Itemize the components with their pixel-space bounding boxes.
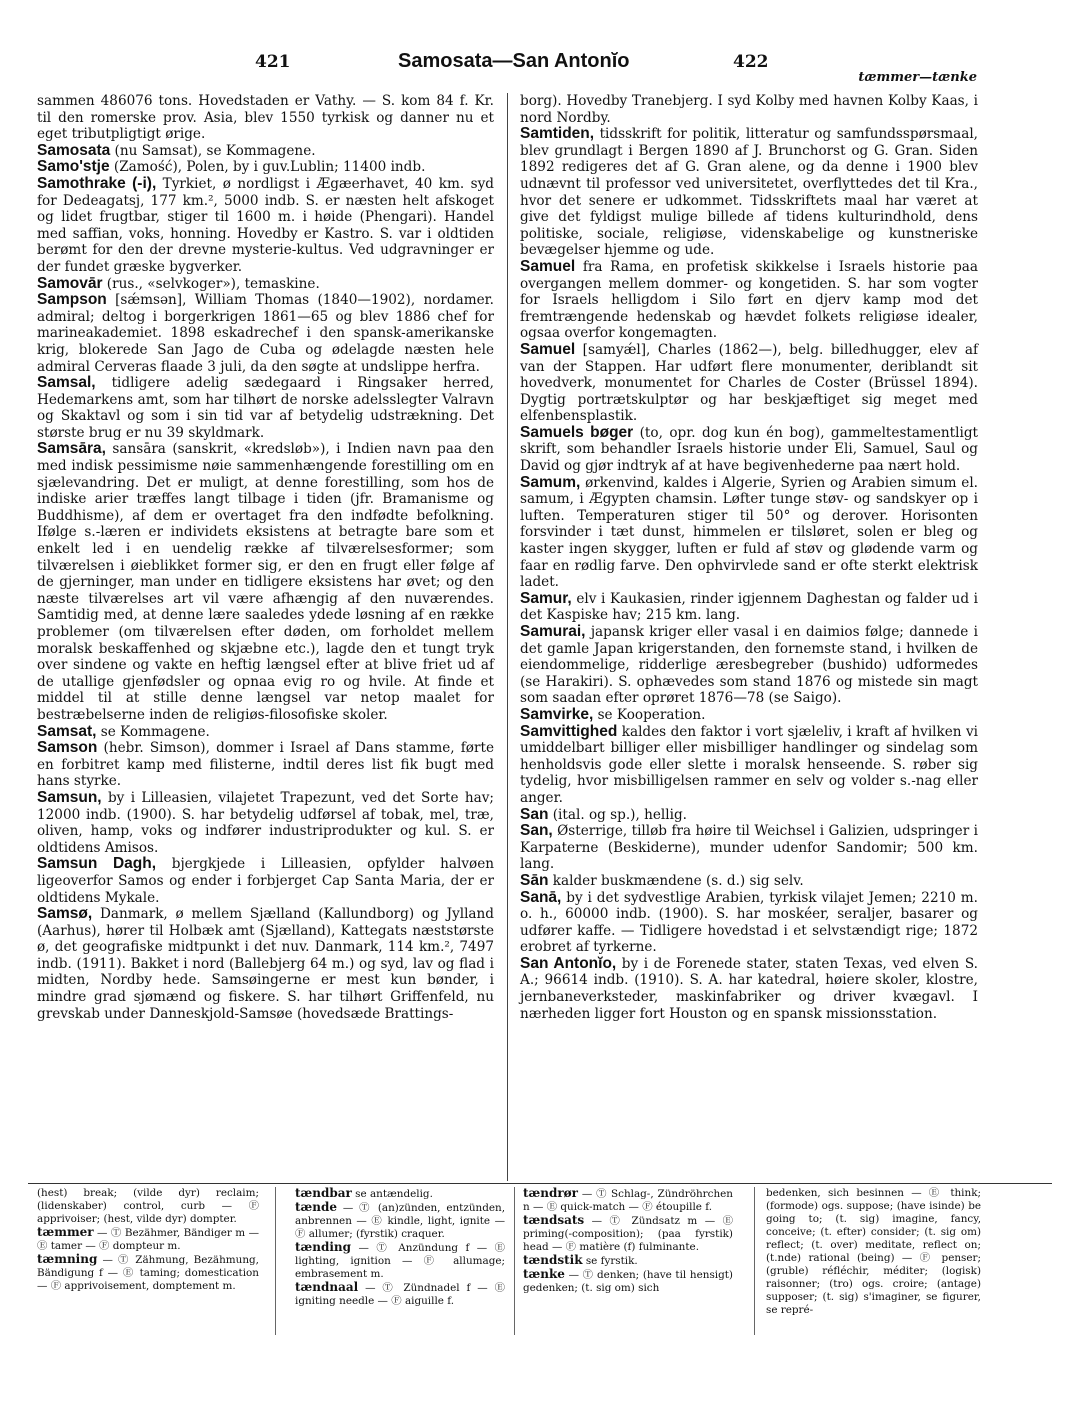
- entry-headword: tæmning: [37, 1252, 98, 1266]
- dictionary-entry: [520, 259, 978, 342]
- entry-text: fra Rama, en profetisk skikkelse i Israels historie paa overgangen mellem dommer- og kongetiden. S. har som vogter for Israels helligdom i Silo ført en djerv kamp mod det fremtrængende hedenskab og hævdet folkets religiøse idealer, ogsaa overfor kongemagten.: [520, 258, 978, 342]
- dictionary-entry: [37, 856, 494, 906]
- dictionary-entry: [520, 624, 978, 707]
- entry-text: — Ⓣ Anzündung f — Ⓔ lighting, ignition — Ⓕ allumage; embrasement m.: [295, 1242, 505, 1280]
- entry-text: elv i Kaukasien, rinder igjennem Daghestan og falder ud i det Kaspiske hav; 215 km. lang.: [520, 590, 978, 624]
- glossary-column-1: [37, 1187, 259, 1293]
- dictionary-entry: [520, 342, 978, 425]
- entry-text: Østerrige, tilløb fra høire til Weichsel i Galizien, udspringer i Karpaterne (Beskiderne), munder udenfor Sandomir; 500 km. lang.: [520, 823, 978, 873]
- entry-headword: Samuel: [520, 340, 576, 358]
- entry-headword: tændrør: [523, 1186, 579, 1200]
- entry-text: (hest) break; (vilde dyr) reclaim; (lidenskaber) control, curb — Ⓕ apprivoiser; (hest, vilde dyr) dompter.: [37, 1187, 259, 1225]
- right-column: [520, 93, 978, 1022]
- dictionary-entry: [295, 1201, 505, 1241]
- dictionary-entry: [523, 1268, 733, 1295]
- entry-text: kalder buskmændene (s. d.) sig selv.: [548, 872, 804, 889]
- entry-headword: Samuel: [520, 257, 576, 275]
- translation-running-head: tæmmer—tænke: [858, 70, 977, 85]
- entry-text: — Ⓣ Zündsatz m — Ⓔ priming(-composition); (paa fyrstik) head — Ⓕ matière (f) fulminante.: [523, 1215, 733, 1253]
- dictionary-entry: [520, 890, 978, 956]
- dictionary-entry: [37, 375, 494, 441]
- entry-text: sansāra (sanskrit, «kredsløb»), i Indien navn paa den med indisk pessimisme nøie sammenhængende forestilling om en sjælevandring. Det er muligt, at denne forestilling, som hos de indiske arier træffes langt tilbage i tiden (jfr. Bramanisme og Buddhisme), af dem er overtaget fra den indfødte befolkning. Ifølge s.-læren er individets eksistens at betragte bare som et enkelt led i en uendelig række af tilværelsesformer; som tilværelsen i øieblikket former sig, er den en frugt eller følge af de gjerninger, man under en tidligere eksistens har øvet; og den næste tilværelses art vil være afhængig af den nuværendes. Samtidig med, at denne lære saaledes ydede løsning af en række problemer (om tilværelsen efter døden, om forholdet mellem moralsk beskaffenhed og skjæbne etc.), lagde den et tungt tryk over sindene og vakte en heftig længsel efter at blive friet ud af de utallige gjenfødsler og opnaa evig ro og hvile. At finde et middel til at stille denne længsel var netop maalet for bestræbelserne inden de religiøs-filosofiske skoler.: [37, 441, 494, 723]
- entry-text: — Ⓣ Zähmung, Bezähmung, Bändigung f — Ⓔ taming; domestication — Ⓕ apprivoisement, domptement m.: [37, 1254, 259, 1292]
- glossary-column-3: [523, 1187, 733, 1295]
- glossary-divider: [275, 1187, 276, 1335]
- entry-headword: Samuels bøger: [520, 423, 634, 441]
- entry-headword: San Antonĭo,: [520, 954, 617, 972]
- entry-text: by i det sydvestlige Arabien, tyrkisk vilajet Jemen; 2210 m. o. h., 60000 indb. (1900). S. har moskéer, seraljer, basarer og udfører kaffe. — Tidligere hovedstad i et selvstændigt rige; 1872 erobret af tyrkerne.: [520, 889, 978, 956]
- dictionary-entry: [295, 1187, 505, 1201]
- dictionary-entry: [520, 956, 978, 1022]
- entry-text: tidsskrift for politik, litteratur og samfundsspørsmaal, blev grundlagt i Bergen 1890 af J. Brunchorst og G. Gran. Siden 1892 redigeres det af G. Gran alene, og da denne i 1900 blev udnævnt til professor ved universitetet, overflyttedes det til Kra., hvor det senere er udkommet. Tidsskriftets maal har været at give det fyldigst mulige billede af tidens kulturindhold, dens politiske, sociale, religiøse, videnskabelige og kunstneriske bevægelser hjemme og ude.: [520, 126, 978, 259]
- dictionary-entry: [523, 1214, 733, 1254]
- entry-headword: Samo'stje: [37, 158, 110, 176]
- entry-headword: Samur,: [520, 589, 572, 607]
- dictionary-entry: [520, 126, 978, 259]
- glossary-divider: [754, 1187, 755, 1335]
- dictionary-entry: [520, 425, 978, 475]
- dictionary-entry: [766, 1187, 981, 1317]
- dictionary-entry: [37, 176, 494, 276]
- entry-headword: tænding: [295, 1240, 352, 1254]
- entry-headword: Samsal,: [37, 374, 96, 392]
- entry-text: — Ⓣ Zündnadel f — Ⓔ igniting needle — Ⓕ aiguille f.: [295, 1282, 505, 1307]
- entry-text: borg). Hovedby Tranebjerg. I syd Kolby med havnen Kolby Kaas, i nord Nordby.: [520, 93, 978, 126]
- dictionary-entry: [520, 707, 978, 724]
- dictionary-entry: [37, 93, 494, 143]
- entry-headword: Samsun Dagh,: [37, 855, 157, 873]
- dictionary-entry: [523, 1254, 733, 1268]
- entry-headword: Samurai,: [520, 623, 586, 640]
- entry-headword: Samtiden,: [520, 125, 595, 143]
- column-divider: [507, 93, 508, 1181]
- right-page-number: 422: [733, 52, 769, 72]
- entry-text: [samyǽl], Charles (1862—), belg. billedhugger, elev af van der Stappen. Har udført flere monumenter, deriblandt sit hovedverk, monumentet for Charles de Coster (Brüssel 1894). Dygtig portrætskulptør og har beskjæftiget sig meget med elfenbensplastik.: [520, 341, 978, 425]
- dictionary-entry: [37, 1226, 259, 1253]
- entry-text: bjergkjede i Lilleasien, opfylder halvøen ligeoverfor Samos og ender i forbjerget Cap Santa Maria, der er oldtidens Mykale.: [37, 856, 494, 906]
- dictionary-entry: [520, 724, 978, 807]
- dictionary-entry: [520, 475, 978, 591]
- entry-headword: Samsāra,: [37, 440, 106, 458]
- entry-headword: tændbar: [295, 1186, 352, 1200]
- dictionary-entry: [520, 591, 978, 624]
- entry-text: (rus., «selvkoger»), temaskine.: [102, 275, 320, 292]
- entry-headword: tænke: [523, 1267, 565, 1281]
- translation-glossary: [37, 1187, 981, 1337]
- entry-text: (hebr. Simson), dommer i Israel af Dans stamme, førte en forbitret kamp med filisterne, indtil deres list fik bugt med hans styrke.: [37, 740, 494, 790]
- entry-headword: Samum,: [520, 473, 581, 491]
- entry-headword: Samsat,: [37, 722, 97, 740]
- dictionary-entry: [295, 1281, 505, 1308]
- entry-text: (to, opr. dog kun én bog), gammeltestamentligt skrift, som behandler Israels historie under Eli, Samuel, Saul og David og gjør indtryk af at have begivenhederne paa nært hold.: [520, 424, 978, 475]
- entry-text: (nu Samsat), se Kommagene.: [110, 142, 316, 159]
- entry-headword: Sān: [520, 871, 549, 889]
- dictionary-entry: [37, 292, 494, 375]
- entry-text: se Kooperation.: [593, 706, 706, 723]
- entry-headword: Samvittighed: [520, 722, 618, 740]
- dictionary-entry: [37, 790, 494, 856]
- entry-text: by i Lilleasien, vilajetet Trapezunt, ved det Sorte hav; 12000 indb. (1900). S. har betydelig udførsel af tobak, mel, træ, oliven, hamp, voks og indfører industriprodukter og kul. S. er oldtidens Amisos.: [37, 789, 494, 856]
- entry-headword: Sanā,: [520, 888, 562, 906]
- dictionary-entry: [37, 1187, 259, 1226]
- entry-headword: Samsø,: [37, 905, 93, 923]
- entry-text: — Ⓣ Schlag-, Zündröhrchen n — Ⓔ quick-match — Ⓕ étoupille f.: [523, 1188, 733, 1213]
- dictionary-entry: [523, 1187, 733, 1214]
- entry-text: tidligere adelig sædegaard i Ringsaker herred, Hedemarkens amt, som har tilhørt de norske adelsslegter Valravn og Skaktavl og som i sin tid var af betydelig udstrækning. Det største brug er nu 39 skyldmark.: [37, 375, 494, 441]
- dictionary-entry: [520, 807, 978, 824]
- left-column: [37, 93, 494, 1022]
- glossary-column-4: [766, 1187, 981, 1317]
- entry-text: — Ⓣ (an)zünden, entzünden, anbrennen — Ⓔ kindle, light, ignite — Ⓕ allumer; (fyrstik) craquer.: [295, 1202, 505, 1240]
- dictionary-entry: [37, 441, 494, 723]
- entry-headword: tændsats: [523, 1213, 585, 1227]
- left-page-number: 421: [255, 52, 291, 72]
- entry-text: sammen 486076 tons. Hovedstaden er Vathy. — S. kom 84 f. Kr. til den romerske prov. Asia, blev 1550 tyrkisk og danner nu et eget tributpligtigt ørige.: [37, 93, 494, 143]
- entry-text: japansk kriger eller vasal i en daimios følge; dannede i det gamle Japan krigerstanden, den fornemste stand, i hvilken de eiendommelige, ridderlige æresbegreber (bushido) udformedes (se Harakiri). S. ophævedes som stand 1876 og mistede sin magt som saadan efter oprøret 1876—78 (se Saigo).: [520, 624, 978, 707]
- footer-divider: [28, 1183, 1052, 1184]
- entry-headword: Samsun,: [37, 788, 102, 806]
- entry-text: Danmark, ø mellem Sjælland (Kallundborg) og Jylland (Aarhus), hører til Holbæk amt (Sjælland), Kattegats næststørste ø, det geografiske midtpunkt i det nuv. Danmark, 114 km.², 7497 indb. (1911). Bakket i nord (Ballebjerg 64 m.) og syd, lav og flad i midten, Nordby hede. Samsøingerne er mest kun bønder, i mindre grad sjømænd og fiskere. S. har tilhørt Griffenfeld, nu grevskab under Danneskjold-Samsøe (hovedsæde Brattings-: [37, 906, 494, 1022]
- entry-text: kaldes den faktor i vort sjæleliv, i kraft af hvilken vi umiddelbart billiger eller misbilliger handlinger og sindelag som henholdsvis gode eller slette i moralsk henseende. S. røber sig tydelig, hvor misbilligelsen rammer en selv og volder s.-nag eller anger.: [520, 723, 978, 806]
- dictionary-entry: [520, 93, 978, 126]
- entry-headword: tænde: [295, 1200, 337, 1214]
- entry-headword: tændnaal: [295, 1280, 359, 1294]
- dictionary-entry: [520, 873, 978, 890]
- entry-text: se Kommagene.: [96, 723, 210, 740]
- running-title: Samosata—San Antonĭo: [398, 50, 630, 72]
- dictionary-entry: [37, 724, 494, 741]
- dictionary-entry: [37, 159, 494, 176]
- entry-headword: San,: [520, 822, 553, 840]
- entry-text: — Ⓣ denken; (have til hensigt) gedenken; (t. sig om) sich: [523, 1269, 733, 1294]
- page-header: [0, 52, 1080, 88]
- entry-text: — Ⓣ Bezähmer, Bändiger m — Ⓔ tamer — Ⓕ dompteur m.: [37, 1227, 259, 1252]
- entry-text: se fyrstik.: [582, 1255, 638, 1267]
- entry-headword: Samothrake (-i),: [37, 174, 157, 192]
- dictionary-entry: [295, 1241, 505, 1281]
- dictionary-entry: [37, 740, 494, 790]
- entry-headword: Samovār: [37, 274, 103, 292]
- dictionary-entry: [37, 276, 494, 293]
- entry-headword: Samvirke,: [520, 705, 594, 723]
- entry-headword: tæmmer: [37, 1225, 94, 1239]
- entry-text: Tyrkiet, ø nordligst i Ægæerhavet, 40 km. syd for Dedeagatsj, 177 km.², 5000 indb. S. er næsten helt afskoget og lidet frugtbar, stiger til 1600 m. i høide (Phengari). Handel med saffian, voks, honning. Hovedby er Kastro. S. var i oldtiden berømt for den der drevne mysterie-kultus. Ved udgravninger er der fundet græske bygverker.: [37, 175, 494, 275]
- entry-text: se antændelig.: [351, 1188, 433, 1200]
- dictionary-entry: [37, 1253, 259, 1293]
- entry-text: by i de Forenede stater, staten Texas, ved elven S. A.; 96614 indb. (1910). S. A. har katedral, høiere skoler, klostre, jernbaneverksteder, maskinfabriker og driver kvægavl. I nærheden ligger fort Houston og en spansk missionsstation.: [520, 955, 978, 1022]
- entry-text: ørkenvind, kaldes i Algerie, Syrien og Arabien simum el. samum, i Ægypten chamsin. Løfter tunge støv- og sandskyer op i luften. Temperaturen stiger til 50° og derover. Horisonten forsvinder i tæt dunst, himmelen er tilsløret, solen er bleg og kaster ingen skygger, luften er fuld af støv og glødende varm og faar en rødlig farve. Den ophvirvlede sand er ofte sterkt elektrisk ladet.: [520, 474, 978, 591]
- entry-headword: tændstik: [523, 1253, 583, 1267]
- dictionary-entry: [37, 906, 494, 1022]
- entry-text: bedenken, sich besinnen — Ⓔ think; (formode) ogs. suppose; (have isinde) be going to; (t. sig) imagine, fancy, conceive; (t. efter) consider; (t. sig om) reflect; (t. over) meditate, reflect on; (t.nde) rational (being) — Ⓕ penser; (gruble) réfléchir, méditer; (logisk) raisonner; (tro) ogs. croire; (antage) supposer; (t. sig) s'imaginer, se figurer, se repré-: [766, 1187, 981, 1316]
- entry-text: [sǽmsən], William Thomas (1840—1902), nordamer. admiral; deltog i borgerkrigen 1861—65 og blev 1886 chef for marineakademiet. 1898 eskadrechef i den spansk-amerikanske krig, blokerede San Jago de Cuba og ødelagde næsten hele admiral Cerveras flaade 3 juli, da den søgte at undslippe herfra.: [37, 292, 494, 375]
- glossary-divider: [514, 1187, 515, 1335]
- dictionary-entry: [520, 823, 978, 873]
- glossary-column-2: [295, 1187, 505, 1308]
- entry-text: (ital. og sp.), hellig.: [548, 806, 687, 823]
- entry-headword: Samson: [37, 739, 98, 757]
- entry-headword: San: [520, 805, 549, 823]
- dictionary-entry: [37, 143, 494, 160]
- entry-headword: Sampson: [37, 291, 107, 309]
- entry-text: (Zamość), Polen, by i guv.Lublin; 11400 indb.: [109, 159, 426, 176]
- entry-headword: Samosata: [37, 141, 111, 159]
